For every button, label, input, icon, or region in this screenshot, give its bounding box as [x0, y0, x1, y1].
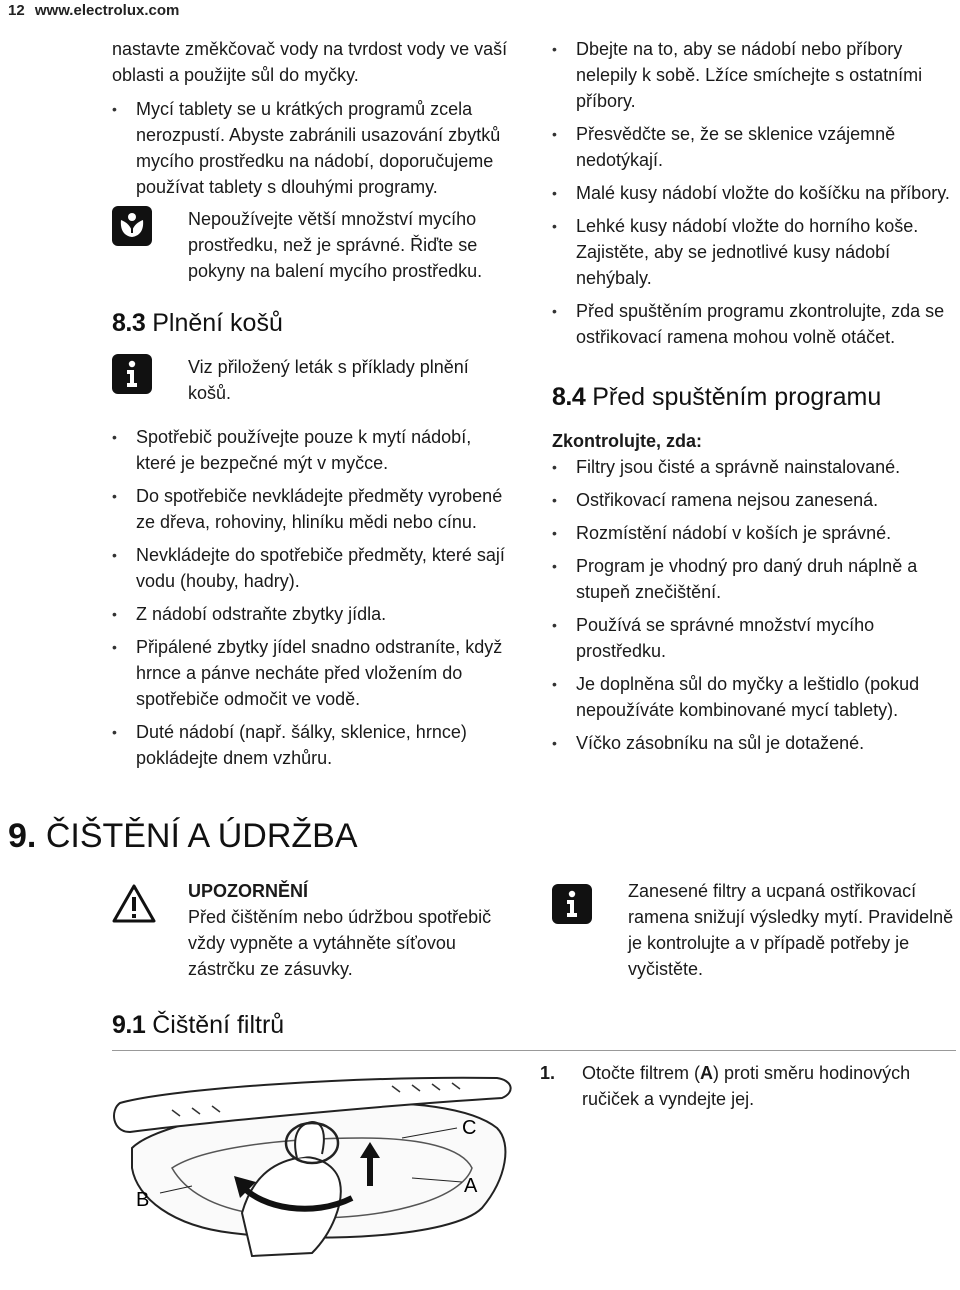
list-item: • Nevkládejte do spotřebiče předměty, které sají vodu (houby, hadry). — [112, 542, 514, 594]
list-item: • Víčko zásobníku na sůl je dotažené. — [552, 730, 956, 756]
left-bullets — [112, 424, 514, 778]
list-item: • Ostřikovací ramena nejsou zanesená. — [552, 487, 956, 513]
section-heading-8-4: 8.4 Před spuštěním programu — [552, 383, 882, 411]
section-divider — [112, 1050, 956, 1051]
check-block — [552, 428, 956, 763]
list-item: • Před spuštěním programu zkontrolujte, zda se ostřikovací ramena mohou volně otáčet. — [552, 298, 956, 350]
list-item: • Malé kusy nádobí vložte do košíčku na příbory. — [552, 180, 956, 206]
list-item: • Přesvědčte se, že se sklenice vzájemně nedotýkají. — [552, 121, 956, 173]
warning-text: Před čištěním nebo údržbou spotřebič vždy vypněte a vytáhněte síťovou zástrčku ze zásuvky. — [188, 907, 492, 979]
info-note: Viz přiložený leták s příklady plnění košů. — [188, 357, 469, 403]
list-item: • Lehké kusy nádobí vložte do horního koše. Zajistěte, aby se jednotlivé kusy nádobí nehýbaly. — [552, 213, 956, 291]
info-icon — [552, 884, 592, 924]
intro-text: nastavte změkčovač vody na tvrdost vody ve vaší oblasti a použijte sůl do myčky. — [112, 39, 508, 85]
list-item: • Duté nádobí (např. šálky, sklenice, hrnce) pokládejte dnem vzhůru. — [112, 719, 514, 771]
info-icon — [112, 354, 152, 394]
section-heading-9-1: 9.1 Čištění filtrů — [112, 1011, 285, 1039]
leaf-icon — [112, 206, 152, 246]
list-item: • Z nádobí odstraňte zbytky jídla. — [112, 601, 514, 627]
chapter-heading: 9. ČIŠTĚNÍ A ÚDRŽBA — [8, 817, 358, 855]
section-heading-8-3: 8.3 Plnění košů — [112, 309, 283, 337]
warning-title: UPOZORNĚNÍ — [188, 881, 309, 901]
list-item: • Je doplněna sůl do myčky a leštidlo (pokud nepoužíváte kombinované mycí tablety). — [552, 671, 956, 723]
label-a: A — [464, 1175, 478, 1197]
step-number: 1. — [540, 1063, 556, 1083]
list-item: • Používá se správné množství mycího prostředku. — [552, 612, 956, 664]
check-title: Zkontrolujte, zda: — [552, 431, 702, 451]
filter-illustration — [112, 1058, 522, 1258]
label-c: C — [462, 1117, 477, 1139]
left-intro-block — [112, 36, 514, 207]
info-note-2: Zanesené filtry a ucpaná ostřikovací ramena snižují výsledky mytí. Pravidelně je kontrolujte a v případě potřeby je vyčistěte. — [628, 881, 954, 979]
page-header — [8, 2, 179, 19]
list-item: • Do spotřebiče nevkládejte předměty vyrobené ze dřeva, rohoviny, hliníku mědi nebo cínu. — [112, 483, 514, 535]
list-item: • Filtry jsou čisté a správně nainstalované. — [552, 454, 956, 480]
list-item: • Připálené zbytky jídel snadno odstraníte, když hrnce a pánve necháte před vložením do spotřebiče odmočit ve vodě. — [112, 634, 514, 712]
list-item: • Dbejte na to, aby se nádobí nebo příbory nelepily k sobě. Lžíce smíchejte s ostatními příbory. — [552, 36, 956, 114]
step-text: Otočte filtrem (A) proti směru hodinových ručiček a vyndejte jej. — [582, 1063, 911, 1109]
right-bullets — [552, 36, 956, 357]
list-item: • Spotřebič používejte pouze k mytí nádobí, které je bezpečné mýt v myčce. — [112, 424, 514, 476]
list-item: • Rozmístění nádobí v koších je správné. — [552, 520, 956, 546]
label-b: B — [136, 1189, 150, 1211]
eco-note: Nepoužívejte větší množství mycího prostředku, než je správné. Řiďte se pokyny na balení mycího prostředku. — [188, 209, 483, 281]
warning-block — [188, 878, 518, 982]
list-item: • Mycí tablety se u krátkých programů zcela nerozpustí. Abyste zabránili usazování zbytků mycího prostředku na nádobí, doporučujeme používat tablety s dlouhými programy. — [112, 96, 514, 200]
site-url[interactable]: www.electrolux.com — [34, 2, 180, 19]
page-number: 12 — [8, 2, 25, 19]
step-1 — [540, 1060, 956, 1120]
list-item: • Program je vhodný pro daný druh náplně a stupeň znečištění. — [552, 553, 956, 605]
warning-icon — [112, 884, 156, 924]
